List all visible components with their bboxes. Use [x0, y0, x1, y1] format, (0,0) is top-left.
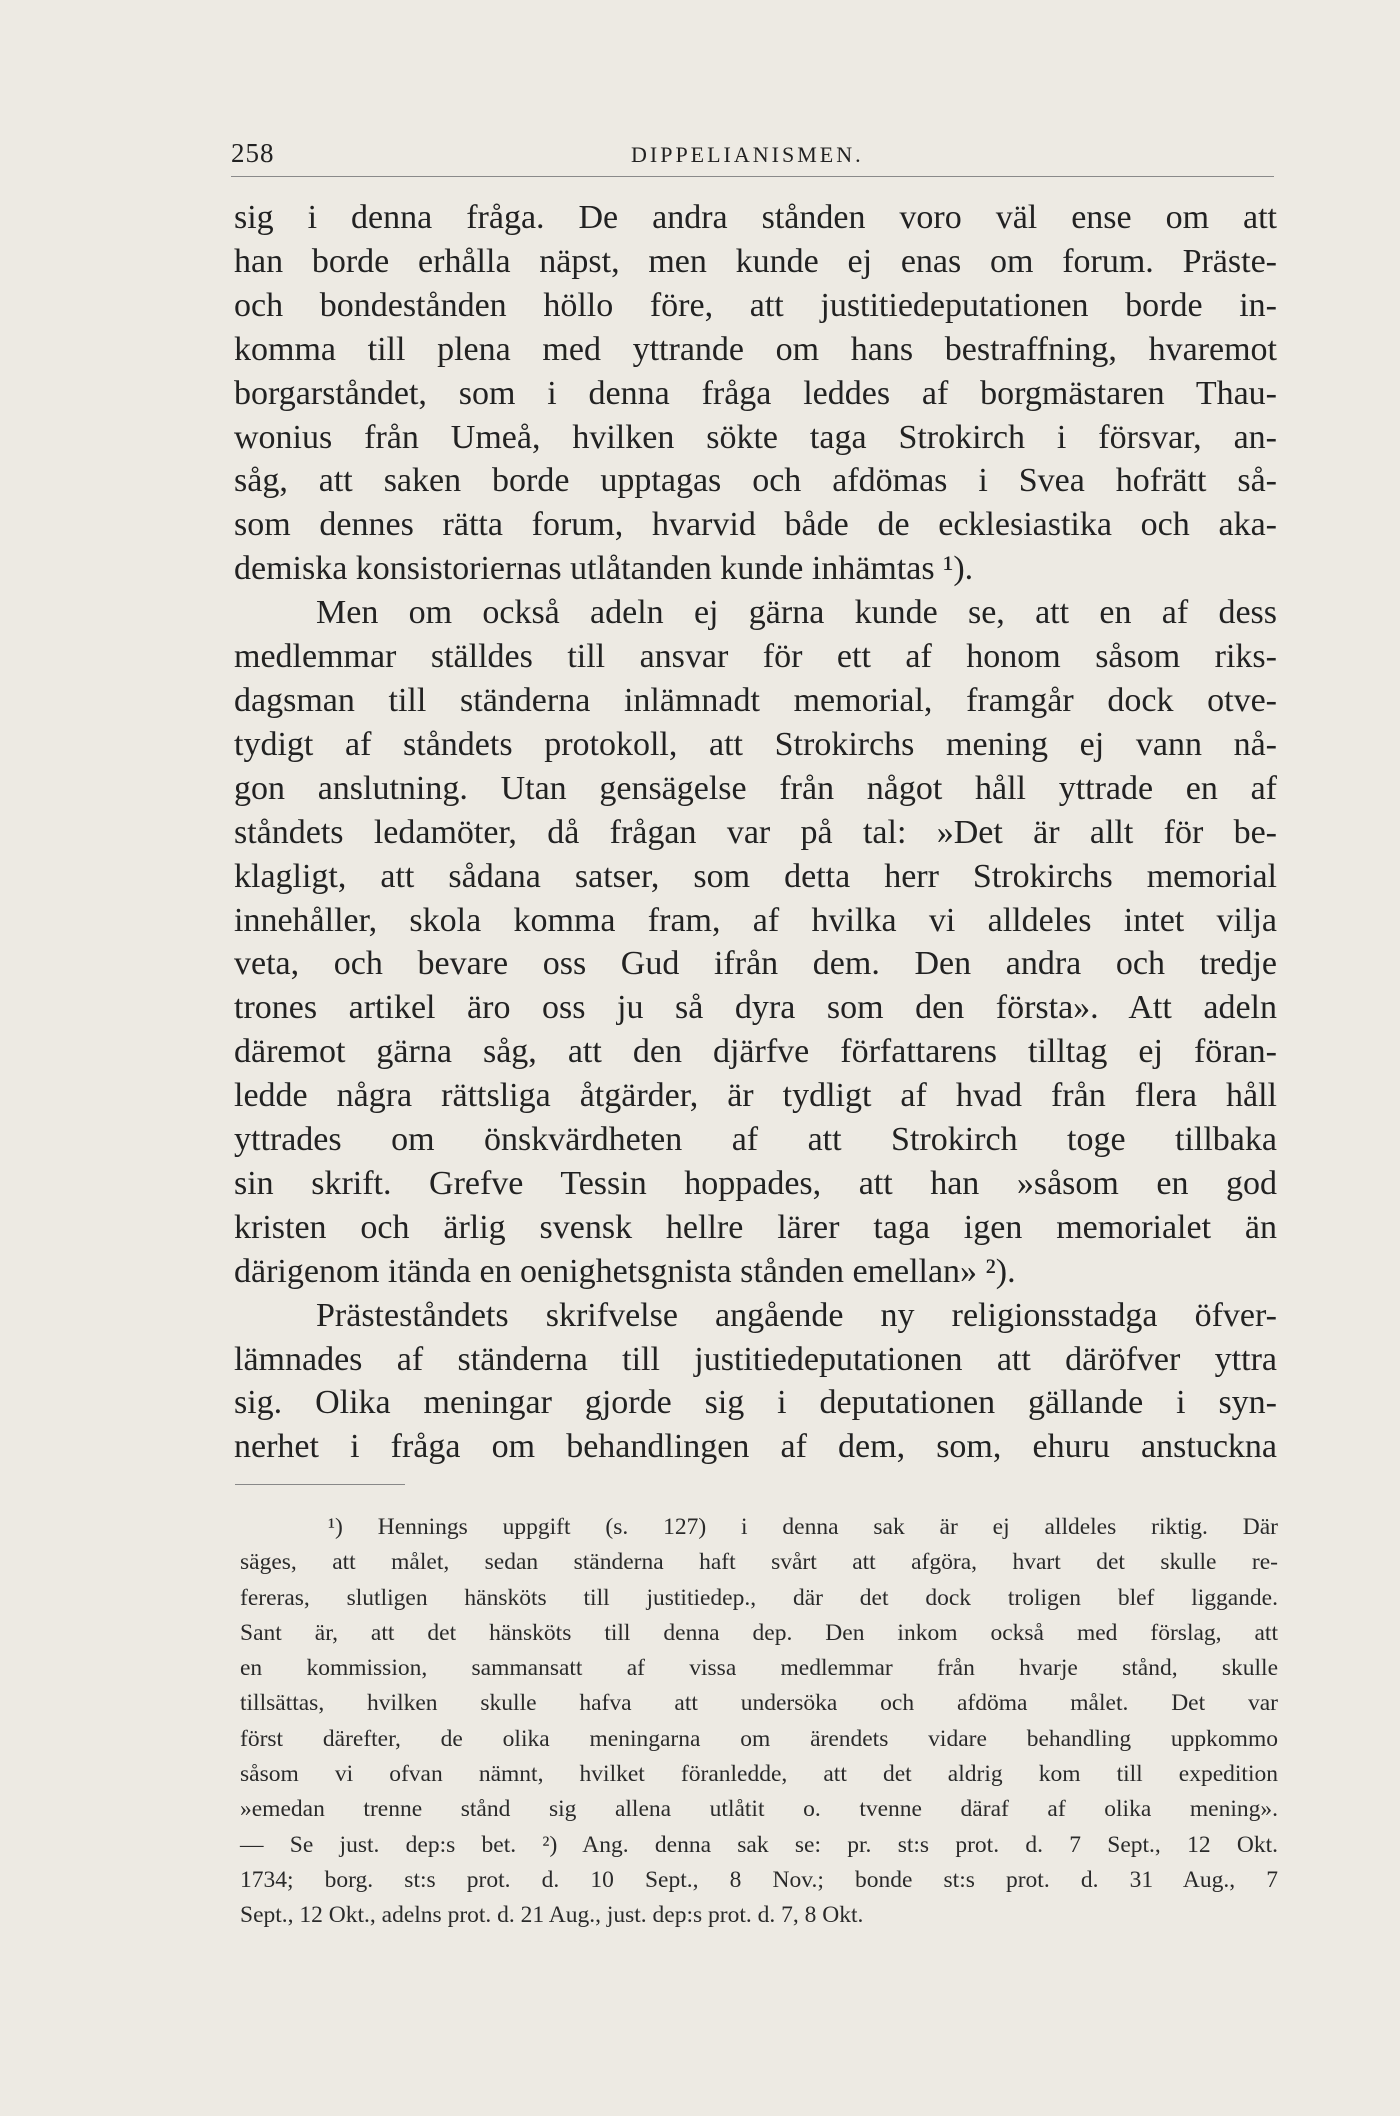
footnote-line: först därefter, de olika meningarna om ärendets vidare behandling uppkommo — [240, 1725, 1278, 1752]
body-line: och bondestånden höllo före, att justitiedeputationen borde in- — [234, 286, 1277, 324]
footnote-line: såsom vi ofvan nämnt, hvilket föranledde, att det aldrig kom till expedition — [240, 1761, 1278, 1788]
footnote-line: ¹) Hennings uppgift (s. 127) i denna sak är ej alldeles riktig. Där — [328, 1514, 1278, 1540]
body-line: wonius från Umeå, hvilken sökte taga Strokirch i försvar, an- — [234, 418, 1277, 456]
body-line: medlemmar ställdes till ansvar för ett af honom såsom riks- — [234, 638, 1277, 676]
footnote-line: säges, att målet, sedan ständerna haft svårt att afgöra, hvart det skulle re- — [240, 1549, 1278, 1576]
page-header — [231, 138, 1274, 177]
body-line: klagligt, att sådana satser, som detta herr Strokirchs memorial — [234, 857, 1277, 895]
footnote-line: 1734; borg. st:s prot. d. 10 Sept., 8 Nov.; bonde st:s prot. d. 31 Aug., 7 — [240, 1866, 1278, 1893]
body-line: sin skrift. Grefve Tessin hoppades, att han »såsom en god — [234, 1164, 1277, 1202]
body-line: demiska konsistoriernas utlåtanden kunde inhämtas ¹). — [234, 550, 974, 588]
body-line: gon anslutning. Utan gensägelse från något håll yttrade en af — [234, 769, 1277, 807]
footnote-line: — Se just. dep:s bet. ²) Ang. denna sak se: pr. st:s prot. d. 7 Sept., 12 Okt. — [240, 1831, 1278, 1858]
body-line: sig i denna fråga. De andra stånden voro väl ense om att — [234, 199, 1277, 236]
page-number: 258 — [231, 138, 275, 168]
footnote-line: en kommission, sammansatt af vissa medlemmar från hvarje stånd, skulle — [240, 1655, 1278, 1682]
body-line: innehåller, skola komma fram, af hvilka vi alldeles intet vilja — [234, 901, 1277, 939]
body-line: yttrades om önskvärdheten af att Strokirch toge tillbaka — [234, 1121, 1277, 1159]
footnote-line: fereras, slutligen hänsköts till justitiedep., där det dock troligen blef liggande. — [240, 1584, 1278, 1611]
body-line: komma till plena med yttrande om hans bestraffning, hvaremot — [234, 330, 1277, 368]
body-line: dagsman till ständerna inlämnadt memorial, framgår dock otve- — [234, 681, 1277, 719]
body-line: därigenom itända en oenighetsgnista stånden emellan» ²). — [234, 1252, 1016, 1290]
body-line: borgarståndet, som i denna fråga leddes af borgmästaren Thau- — [234, 374, 1277, 412]
footnote-line: Sept., 12 Okt., adelns prot. d. 21 Aug., just. dep:s prot. d. 7, 8 Okt. — [240, 1902, 864, 1929]
body-line: sig. Olika meningar gjorde sig i deputationen gällande i syn- — [234, 1384, 1277, 1422]
body-line: ledde några rättsliga åtgärder, är tydligt af hvad från flera håll — [234, 1077, 1277, 1115]
body-line: lämnades af ständerna till justitiedeputationen att däröfver yttra — [234, 1340, 1277, 1378]
footnote-line: tillsättas, hvilken skulle hafva att undersöka och afdöma målet. Det var — [240, 1690, 1278, 1717]
footnote-line: Sant är, att det hänsköts till denna dep. Den inkom också med förslag, att — [240, 1619, 1278, 1646]
footnote-divider — [235, 1484, 405, 1485]
body-line: tydigt af ståndets protokoll, att Strokirchs mening ej vann nå- — [234, 725, 1277, 763]
running-head: DIPPELIANISMEN. — [631, 142, 864, 167]
body-line: nerhet i fråga om behandlingen af dem, som, ehuru anstuckna — [234, 1428, 1277, 1466]
body-line: däremot gärna såg, att den djärfve författarens tilltag ej föran- — [234, 1033, 1277, 1071]
body-line: såg, att saken borde upptagas och afdömas i Svea hofrätt så- — [234, 462, 1277, 500]
body-line: som dennes rätta forum, hvarvid både de ecklesiastika och aka- — [234, 506, 1277, 544]
footnote-line: »emedan trenne stånd sig allena utlåtit o. tvenne däraf af olika mening». — [240, 1796, 1278, 1823]
body-line: Men om också adeln ej gärna kunde se, att en af dess — [316, 594, 1277, 632]
body-line: Prästeståndets skrifvelse angående ny religionsstadga öfver- — [316, 1296, 1277, 1334]
body-line: ståndets ledamöter, då frågan var på tal: »Det är allt för be- — [234, 813, 1277, 851]
body-line: han borde erhålla näpst, men kunde ej enas om forum. Präste- — [234, 242, 1277, 280]
body-line: veta, och bevare oss Gud ifrån dem. Den andra och tredje — [234, 945, 1277, 983]
body-line: trones artikel äro oss ju så dyra som den första». Att adeln — [234, 989, 1277, 1027]
body-line: kristen och ärlig svensk hellre lärer taga igen memorialet än — [234, 1208, 1277, 1246]
footnotes — [240, 1510, 1278, 1934]
body-text — [234, 196, 1277, 1469]
